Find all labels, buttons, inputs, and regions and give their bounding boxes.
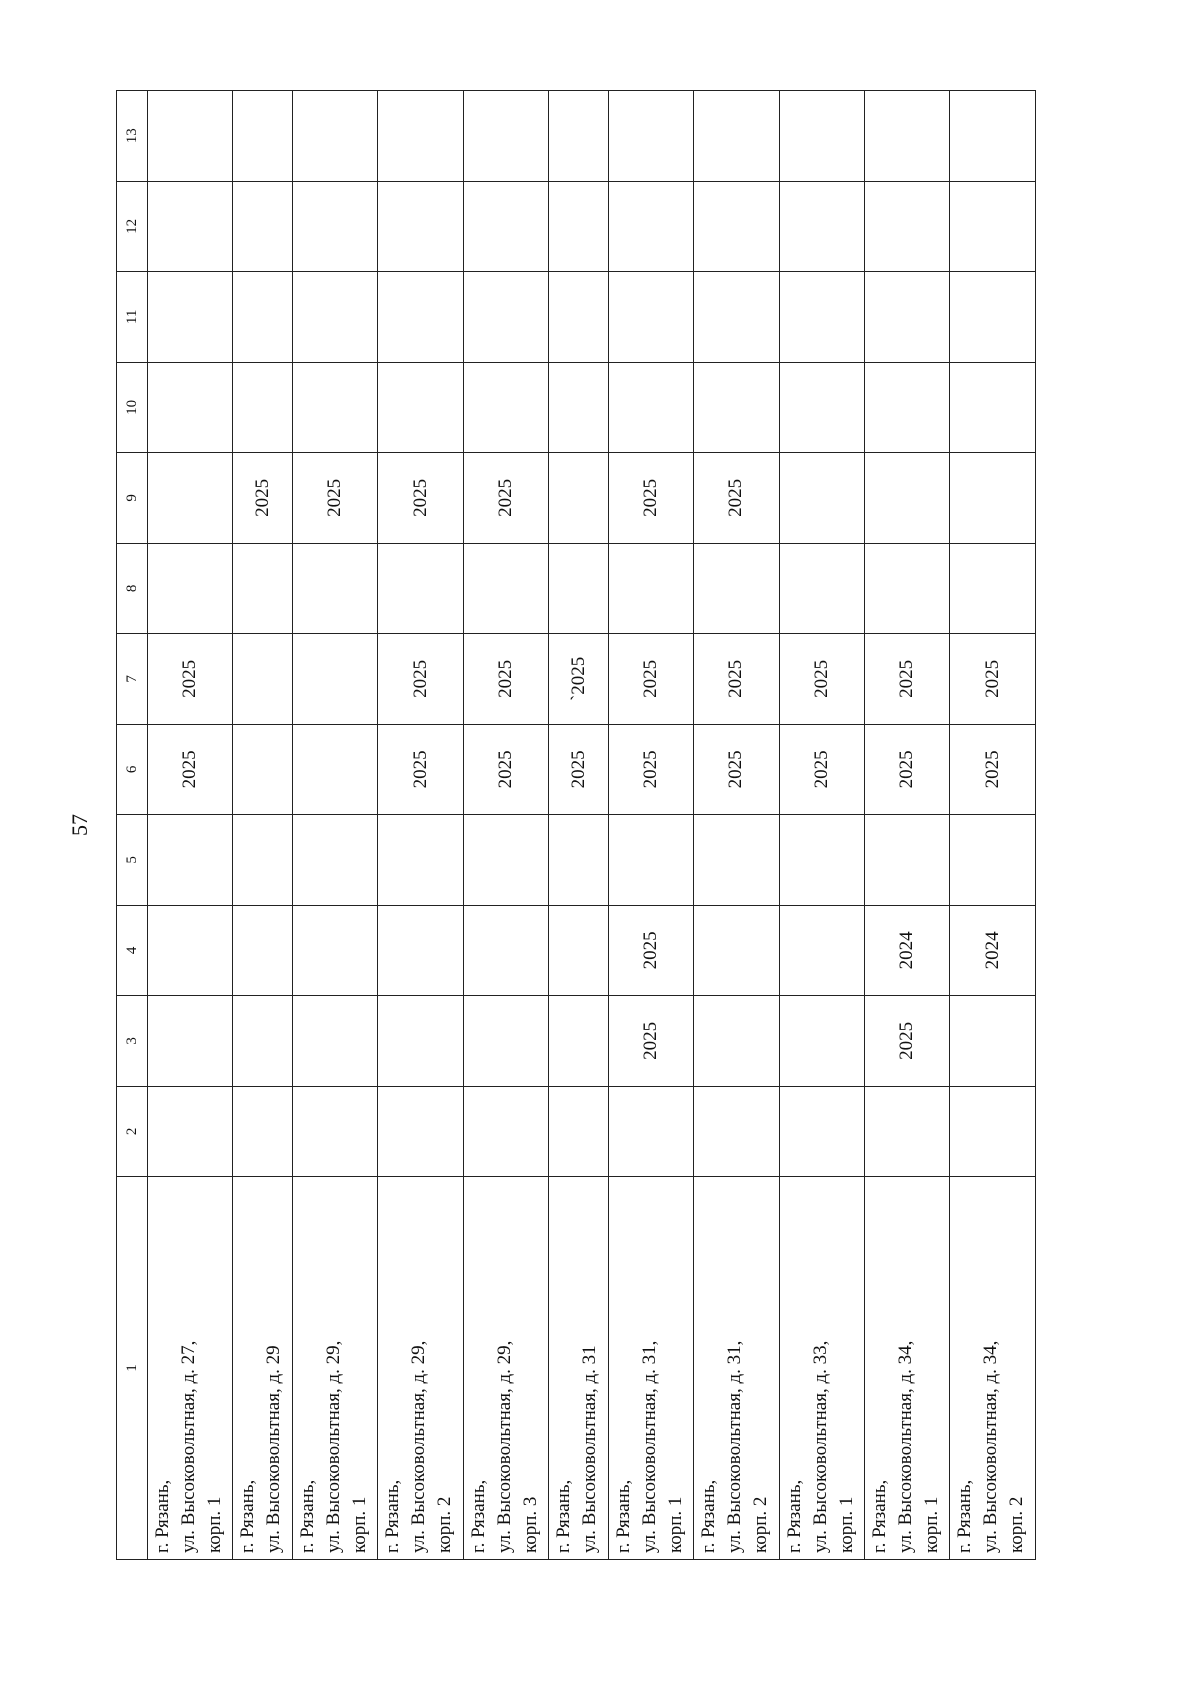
year-cell-col-2 (549, 1086, 609, 1177)
table-row (148, 91, 233, 1560)
year-cell-col-10 (779, 362, 864, 453)
year-cell-col-10 (148, 362, 233, 453)
address-cell (950, 1177, 1036, 1560)
year-cell-col-10 (865, 362, 950, 453)
column-header-13: 13 (117, 91, 148, 182)
address-cell (293, 1177, 378, 1560)
year-cell-col-13 (865, 91, 950, 182)
year-cell-col-8 (608, 543, 693, 634)
address-line: г. Рязань, (297, 1479, 319, 1553)
address-cell (378, 1177, 463, 1560)
year-cell-col-11 (293, 272, 378, 363)
works-schedule-table (116, 90, 1036, 1560)
year-cell-col-9 (148, 453, 233, 544)
year-cell-col-7: 2025 (865, 634, 950, 725)
year-cell-col-13 (378, 91, 463, 182)
year-cell-col-3 (950, 996, 1036, 1087)
year-cell-col-4 (694, 905, 779, 996)
year-cell-col-13 (779, 91, 864, 182)
year-cell-col-11 (549, 272, 609, 363)
year-cell-col-10 (549, 362, 609, 453)
year-cell-col-12 (378, 181, 463, 272)
table-row (233, 91, 293, 1560)
year-cell-col-4 (549, 905, 609, 996)
year-cell-col-4 (233, 905, 293, 996)
year-cell-col-8 (293, 543, 378, 634)
year-cell-col-4: 2024 (950, 905, 1036, 996)
year-cell-col-11 (779, 272, 864, 363)
address-line: ул. Высоковольтная, д. 34, (980, 1340, 1002, 1553)
year-cell-col-8 (549, 543, 609, 634)
address-cell (694, 1177, 779, 1560)
year-cell-col-11 (865, 272, 950, 363)
year-cell-col-9 (950, 453, 1036, 544)
address-line: ул. Высоковольтная, д. 27, (178, 1340, 199, 1553)
year-cell-col-2 (694, 1086, 779, 1177)
year-cell-col-11 (608, 272, 693, 363)
year-cell-col-11 (463, 272, 548, 363)
year-cell-col-9: 2025 (608, 453, 693, 544)
year-cell-col-4: 2024 (865, 905, 950, 996)
year-cell-col-12 (608, 181, 693, 272)
year-cell-col-2 (865, 1086, 950, 1177)
table-row (293, 91, 378, 1560)
address-line: корп. 2 (750, 1496, 772, 1553)
year-cell-col-6: 2025 (549, 724, 609, 815)
year-cell-col-5 (233, 815, 293, 906)
address-cell (608, 1177, 693, 1560)
year-cell-col-5 (950, 815, 1036, 906)
year-cell-col-8 (694, 543, 779, 634)
year-cell-col-7: `2025 (549, 634, 609, 725)
year-cell-col-10 (608, 362, 693, 453)
year-cell-col-9: 2025 (378, 453, 463, 544)
year-cell-col-7: 2025 (148, 634, 233, 725)
table-row (463, 91, 548, 1560)
year-cell-col-6: 2025 (865, 724, 950, 815)
address-line: ул. Высоковольтная, д. 29, (493, 1340, 515, 1553)
year-cell-col-3 (694, 996, 779, 1087)
address-line: корп. 1 (349, 1496, 371, 1553)
year-cell-col-12 (779, 181, 864, 272)
year-cell-col-10 (694, 362, 779, 453)
column-header-8: 8 (117, 543, 148, 634)
year-cell-col-7: 2025 (378, 634, 463, 725)
year-cell-col-7: 2025 (950, 634, 1036, 725)
address-line: г. Рязань, (152, 1479, 173, 1553)
year-cell-col-6: 2025 (463, 724, 548, 815)
year-cell-col-3: 2025 (865, 996, 950, 1087)
column-header-3: 3 (117, 996, 148, 1087)
year-cell-col-13 (293, 91, 378, 182)
year-cell-col-2 (779, 1086, 864, 1177)
year-cell-col-8 (463, 543, 548, 634)
year-cell-col-8 (865, 543, 950, 634)
year-cell-col-3 (378, 996, 463, 1087)
year-cell-col-3 (549, 996, 609, 1087)
year-cell-col-6: 2025 (608, 724, 693, 815)
year-cell-col-7: 2025 (779, 634, 864, 725)
year-cell-col-5 (779, 815, 864, 906)
year-cell-col-2 (608, 1086, 693, 1177)
year-cell-col-9 (865, 453, 950, 544)
year-cell-col-7: 2025 (463, 634, 548, 725)
page-number: 57 (67, 814, 92, 836)
column-header-7: 7 (117, 634, 148, 725)
table-row (549, 91, 609, 1560)
address-line: ул. Высоковольтная, д. 29, (323, 1340, 345, 1553)
year-cell-col-8 (378, 543, 463, 634)
address-line: ул. Высоковольтная, д. 31 (579, 1345, 601, 1553)
address-cell (549, 1177, 609, 1560)
address-line: г. Рязань, (869, 1479, 891, 1553)
year-cell-col-12 (865, 181, 950, 272)
year-cell-col-2 (148, 1086, 233, 1177)
column-header-11: 11 (117, 272, 148, 363)
year-cell-col-2 (950, 1086, 1036, 1177)
year-cell-col-10 (233, 362, 293, 453)
table-row (865, 91, 950, 1560)
address-line: г. Рязань, (237, 1479, 259, 1553)
table-row (608, 91, 693, 1560)
year-cell-col-7 (293, 634, 378, 725)
year-cell-col-6 (233, 724, 293, 815)
year-cell-col-8 (233, 543, 293, 634)
address-line: г. Рязань, (954, 1479, 976, 1553)
year-cell-col-9: 2025 (463, 453, 548, 544)
year-cell-col-5 (694, 815, 779, 906)
year-cell-col-7 (233, 634, 293, 725)
year-cell-col-6: 2025 (694, 724, 779, 815)
year-cell-col-5 (865, 815, 950, 906)
year-cell-col-8 (950, 543, 1036, 634)
year-cell-col-5 (549, 815, 609, 906)
address-line: корп. 3 (519, 1496, 541, 1553)
year-cell-col-9: 2025 (233, 453, 293, 544)
address-line: корп. 2 (434, 1496, 456, 1553)
year-cell-col-3 (233, 996, 293, 1087)
address-line: корп. 1 (204, 1496, 225, 1553)
year-cell-col-12 (694, 181, 779, 272)
table-row (378, 91, 463, 1560)
year-cell-col-13 (608, 91, 693, 182)
year-cell-col-10 (293, 362, 378, 453)
year-cell-col-9 (779, 453, 864, 544)
column-header-10: 10 (117, 362, 148, 453)
year-cell-col-7: 2025 (608, 634, 693, 725)
year-cell-col-12 (233, 181, 293, 272)
column-header-9: 9 (117, 453, 148, 544)
year-cell-col-11 (233, 272, 293, 363)
year-cell-col-3 (148, 996, 233, 1087)
year-cell-col-3 (463, 996, 548, 1087)
year-cell-col-5 (293, 815, 378, 906)
table-container (116, 90, 1036, 1560)
year-cell-col-5 (463, 815, 548, 906)
address-line: г. Рязань, (698, 1479, 720, 1553)
column-header-12: 12 (117, 181, 148, 272)
year-cell-col-3: 2025 (608, 996, 693, 1087)
year-cell-col-5 (148, 815, 233, 906)
year-cell-col-6: 2025 (950, 724, 1036, 815)
address-cell (233, 1177, 293, 1560)
year-cell-col-13 (549, 91, 609, 182)
address-line: г. Рязань, (553, 1479, 575, 1553)
year-cell-col-4 (293, 905, 378, 996)
year-cell-col-4 (378, 905, 463, 996)
year-cell-col-12 (293, 181, 378, 272)
year-cell-col-9 (549, 453, 609, 544)
year-cell-col-6: 2025 (779, 724, 864, 815)
address-line: ул. Высоковольтная, д. 29, (408, 1340, 430, 1553)
column-header-2: 2 (117, 1086, 148, 1177)
year-cell-col-6 (293, 724, 378, 815)
address-line: корп. 1 (664, 1496, 686, 1553)
table-row (779, 91, 864, 1560)
year-cell-col-9: 2025 (293, 453, 378, 544)
year-cell-col-4 (779, 905, 864, 996)
year-cell-col-2 (233, 1086, 293, 1177)
column-header-6: 6 (117, 724, 148, 815)
address-line: ул. Высоковольтная, д. 29 (263, 1345, 285, 1553)
year-cell-col-9: 2025 (694, 453, 779, 544)
year-cell-col-10 (378, 362, 463, 453)
address-line: г. Рязань, (612, 1479, 634, 1553)
year-cell-col-11 (950, 272, 1036, 363)
address-line: г. Рязань, (382, 1479, 404, 1553)
year-cell-col-7: 2025 (694, 634, 779, 725)
year-cell-col-13 (694, 91, 779, 182)
address-line: корп. 2 (1006, 1496, 1028, 1553)
year-cell-col-3 (293, 996, 378, 1087)
address-line: ул. Высоковольтная, д. 31, (638, 1340, 660, 1553)
year-cell-col-13 (148, 91, 233, 182)
year-cell-col-11 (378, 272, 463, 363)
year-cell-col-8 (148, 543, 233, 634)
address-cell (148, 1177, 233, 1560)
table-row (950, 91, 1036, 1560)
header-row (117, 91, 148, 1560)
year-cell-col-13 (463, 91, 548, 182)
year-cell-col-4 (148, 905, 233, 996)
column-header-4: 4 (117, 905, 148, 996)
year-cell-col-4: 2025 (608, 905, 693, 996)
year-cell-col-6: 2025 (148, 724, 233, 815)
year-cell-col-10 (950, 362, 1036, 453)
address-cell (779, 1177, 864, 1560)
year-cell-col-12 (148, 181, 233, 272)
year-cell-col-12 (950, 181, 1036, 272)
year-cell-col-12 (463, 181, 548, 272)
year-cell-col-13 (950, 91, 1036, 182)
year-cell-col-5 (608, 815, 693, 906)
year-cell-col-13 (233, 91, 293, 182)
address-line: ул. Высоковольтная, д. 31, (724, 1340, 746, 1553)
year-cell-col-8 (779, 543, 864, 634)
year-cell-col-12 (549, 181, 609, 272)
column-header-5: 5 (117, 815, 148, 906)
address-line: г. Рязань, (783, 1479, 805, 1553)
year-cell-col-4 (463, 905, 548, 996)
address-cell (865, 1177, 950, 1560)
year-cell-col-2 (378, 1086, 463, 1177)
column-header-1: 1 (117, 1177, 148, 1560)
table-row (694, 91, 779, 1560)
address-line: г. Рязань, (467, 1479, 489, 1553)
year-cell-col-5 (378, 815, 463, 906)
year-cell-col-6: 2025 (378, 724, 463, 815)
address-line: ул. Высоковольтная, д. 33, (809, 1340, 831, 1553)
year-cell-col-3 (779, 996, 864, 1087)
address-cell (463, 1177, 548, 1560)
year-cell-col-11 (694, 272, 779, 363)
address-line: корп. 1 (835, 1496, 857, 1553)
year-cell-col-10 (463, 362, 548, 453)
year-cell-col-11 (148, 272, 233, 363)
year-cell-col-2 (293, 1086, 378, 1177)
address-line: ул. Высоковольтная, д. 34, (895, 1340, 917, 1553)
address-line: корп. 1 (921, 1496, 943, 1553)
year-cell-col-2 (463, 1086, 548, 1177)
